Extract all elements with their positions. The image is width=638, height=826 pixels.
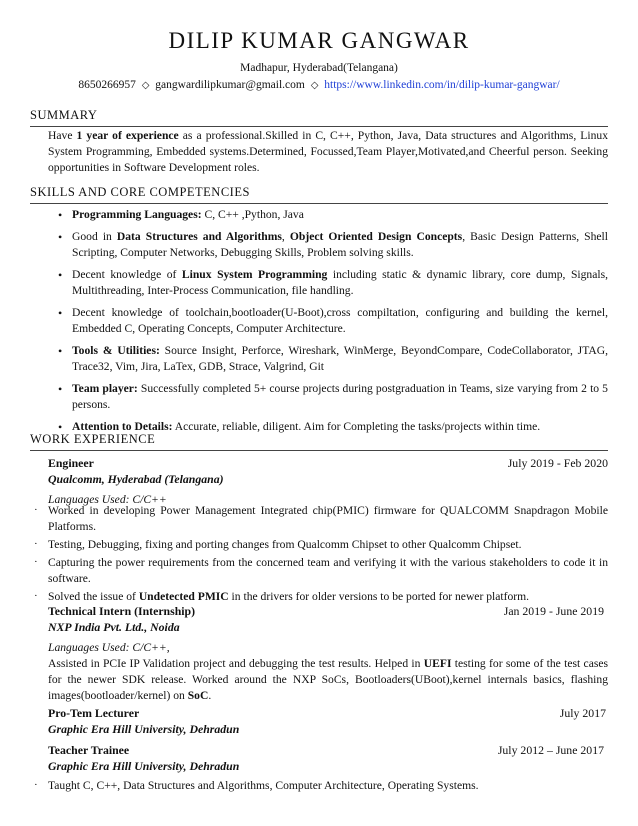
summary-text	[48, 128, 608, 176]
bullet-icon: •	[58, 382, 63, 396]
skill-label: Tools & Utilities:	[72, 344, 160, 357]
skill-text: C, C++ ,Python, Java	[201, 208, 304, 221]
summary-experience: 1 year of experience	[76, 129, 179, 142]
diamond-separator-icon: ◇	[141, 80, 150, 91]
list-item	[52, 381, 608, 413]
job-title: Engineer	[48, 456, 94, 470]
list-item	[52, 207, 608, 223]
email[interactable]: gangwardilipkumar@gmail.com	[155, 79, 305, 91]
point-text: Worked in developing Power Management Integrated chip(PMIC) firmware for QUALCOMM Snapdragon Mobile Platforms.	[48, 504, 608, 533]
job-header	[48, 742, 608, 758]
skill-label: Programming Languages:	[72, 208, 202, 221]
skill-text: including static & dynamic library, core dump, Signals, Multithreading, Inter-Process Communication, file handling.	[72, 268, 608, 297]
bullet-icon: •	[58, 420, 63, 434]
section-title-summary: SUMMARY	[30, 108, 608, 127]
job-header	[48, 603, 608, 619]
job-organization: Graphic Era Hill University, Dehradun	[48, 759, 240, 773]
linkedin-link[interactable]: https://www.linkedin.com/in/dilip-kumar-gangwar/	[324, 79, 560, 91]
contact-line	[0, 79, 638, 91]
job-header	[48, 705, 608, 721]
desc-text: Assisted in PCIe IP Validation project and debugging the test results. Helped in	[48, 657, 424, 670]
job-title: Technical Intern (Internship)	[48, 604, 196, 618]
skill-text: Decent knowledge of toolchain,bootloader(U-Boot),cross compiltation, configuring and building the kernel, Embedded C, Operating Concepts, Computer Architecture.	[72, 306, 608, 335]
desc-text: .	[208, 689, 212, 702]
point-text: Taught C, C++, Data Structures and Algorithms, Computer Architecture, Operating Systems.	[48, 779, 479, 792]
skill-label: Team player:	[72, 382, 138, 395]
skill-text: Good in	[72, 230, 117, 243]
job-description	[48, 656, 608, 704]
dot-icon: ·	[34, 556, 38, 568]
phone: 8650266957	[78, 79, 136, 91]
list-item	[34, 537, 608, 553]
skill-text: Decent knowledge of	[72, 268, 182, 281]
job4-points	[34, 778, 608, 796]
desc-highlight: SoC	[187, 689, 209, 702]
list-item	[52, 267, 608, 299]
candidate-name: DILIP KUMAR GANGWAR	[168, 28, 470, 53]
summary-post: as a professional.Skilled in C, C++, Python, Java, Data structures and Algorithms, Linux System Programming, Embedded systems.Determined, Focussed,Team Player,Motivated,and Cheerful person. Seeking opportunities in Software Development roles.	[48, 129, 608, 174]
section-title-work: WORK EXPERIENCE	[30, 432, 608, 451]
bullet-icon: •	[58, 306, 63, 320]
skill-text: Source Insight, Perforce, Wireshark, WinMerge, BeyondCompare, CodeCollaborator, JTAG, Trace32, Vim, Jira, LaTex, GDB, Strace, Valgrind, Git	[72, 344, 608, 373]
summary-pre: Have	[48, 129, 77, 142]
job-title: Teacher Trainee	[48, 743, 130, 757]
skill-text: ,	[281, 230, 290, 243]
skill-highlight: Linux System Programming	[181, 268, 328, 281]
dot-icon: ·	[34, 538, 38, 550]
point-highlight: Undetected PMIC	[138, 590, 229, 603]
list-item	[34, 778, 608, 794]
list-item	[34, 555, 608, 587]
skills-list	[52, 207, 608, 441]
skill-highlight: Data Structures and Algorithms	[116, 230, 282, 243]
point-text: Testing, Debugging, fixing and porting changes from Qualcomm Chipset to other Qualcomm Chipset.	[48, 538, 522, 551]
job-entry-teacher-trainee	[48, 742, 608, 775]
skill-text: Accurate, reliable, diligent. Aim for Completing the tasks/projects within time.	[172, 420, 541, 433]
section-title-skills: SKILLS AND CORE COMPETENCIES	[30, 185, 608, 204]
desc-highlight: UEFI	[423, 657, 452, 670]
desc-text: testing for some of the test cases for the newer SDK release. Worked around the NXP SoCs, Bootloaders(UBoot),kernel internals basics, flashing images(bootloader/kernel) on	[48, 657, 609, 702]
job-entry-qualcomm	[48, 455, 608, 508]
dot-icon: ·	[34, 779, 38, 791]
list-item	[52, 305, 608, 337]
job-organization: Qualcomm, Hyderabad (Telangana)	[48, 472, 224, 486]
job-dates: Jan 2019 - June 2019	[503, 604, 604, 618]
dot-icon: ·	[34, 504, 38, 516]
job-entry-nxp	[48, 603, 608, 704]
job-dates: July 2019 - Feb 2020	[507, 456, 608, 470]
point-text: in the drivers for older versions to be ported for newer platform.	[228, 590, 530, 603]
skill-highlight: Object Oriented Design Concepts	[289, 230, 463, 243]
job-title: Pro-Tem Lecturer	[48, 706, 140, 720]
address: Madhapur, Hyderabad(Telangana)	[240, 62, 398, 74]
skill-text: , Basic Design Patterns, Shell Scripting, Computer Networks, Debugging Skills, Problem solving skills.	[72, 230, 608, 259]
job-organization: NXP India Pvt. Ltd., Noida	[48, 620, 180, 634]
point-text: Solved the issue of	[48, 590, 139, 603]
job-header	[48, 455, 608, 471]
point-text: Capturing the power requirements from the concerned team and verifying it with the various stakeholders to code it in software.	[48, 556, 608, 585]
languages-used: Languages Used: C/C++,	[48, 641, 170, 654]
bullet-icon: •	[58, 230, 63, 244]
skill-text: Successfully completed 5+ course projects during postgraduation in Teams, size varying from 2 to 5 persons.	[72, 382, 608, 411]
job1-points	[34, 503, 608, 607]
bullet-icon: •	[58, 268, 63, 282]
job-entry-lecturer	[48, 705, 608, 738]
dot-icon: ·	[34, 590, 38, 602]
bullet-icon: •	[58, 208, 63, 222]
skill-label: Attention to Details:	[72, 420, 173, 433]
list-item	[52, 343, 608, 375]
job-dates: July 2017	[559, 706, 606, 720]
bullet-icon: •	[58, 344, 63, 358]
list-item	[34, 503, 608, 535]
diamond-separator-icon: ◇	[310, 80, 319, 91]
list-item	[52, 229, 608, 261]
job-organization: Graphic Era Hill University, Dehradun	[48, 722, 240, 736]
job-dates: July 2012 – June 2017	[497, 743, 604, 757]
languages-used: Languages Used: C/C++	[48, 493, 167, 506]
